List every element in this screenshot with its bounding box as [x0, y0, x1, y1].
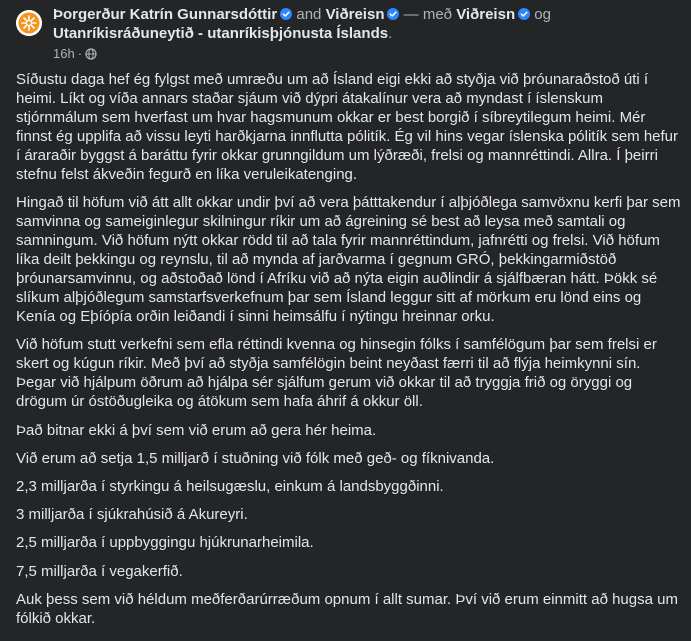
header-period: . [388, 25, 393, 42]
connector-and: and [296, 6, 322, 23]
post-paragraph: Hingað til höfum við átt allt okkar undir því að vera þátttakendur í alþjóðlega samvöxnu kerfi þar sem samvinna og sameiginlegur skilningur ríkir um að ágreining sé best að leysa með samtali og samningum. Við höfum nýtt okkar rödd til að tala fyrir mannréttindum, jafnrétti og frelsi. Við höfum líka deilt þekkingu og reynslu, til að mynda af jarðvarma í gegnum GRÓ, þekkingarmiðstöð þróunarsamvinnu, og aðstoðað lönd í Afríku við að nýta eigin auðlindir á sjálfbæran hátt. Þökk sé slíkum alþjóðlegum samstarfsverkefnum þar sem Ísland leggur sitt af mörkum eru lönd eins og Kenía og Eþíópía orðin leiðandi í sinni heimsálfu í nýtingu hreinnar orku. [16, 194, 681, 326]
verified-badge-icon [387, 8, 399, 20]
post-paragraph: Við erum að setja 1,5 milljarð í stuðning við fólk með geð- og fíknivanda. [16, 449, 495, 467]
post-paragraph: 2,5 milljarða í uppbyggingu hjúkrunarheimila. [16, 534, 314, 552]
post-body [16, 70, 684, 637]
tagged-party[interactable]: Viðreisn [456, 6, 516, 23]
tagged-ministry[interactable]: Utanríkisráðuneytið - utanríkisþjónusta Íslands [53, 25, 389, 42]
meta-separator: · [77, 46, 83, 61]
verified-badge-icon [518, 8, 530, 20]
connector-with: — með [403, 6, 453, 23]
avatar-logo-icon [16, 10, 42, 36]
post-paragraph: 3 milljarða í sjúkrahúsið á Akureyri. [16, 506, 248, 524]
author-name[interactable]: Þorgerður Katrín Gunnarsdóttir [53, 6, 278, 23]
post-meta [53, 46, 97, 64]
globe-icon[interactable] [85, 48, 97, 64]
connector-og: og [534, 6, 551, 23]
post-paragraph: Auk þess sem við héldum meðferðarúrræðum opnum í allt sumar. Því við erum einmitt að hugsa um fólkið okkar. [16, 590, 678, 627]
coauthor-name[interactable]: Viðreisn [325, 6, 385, 23]
post-paragraph: Síðustu daga hef ég fylgst með umræðu um að Ísland eigi ekki að styðja við þróunaraðstoð úti í heimi. Líkt og víða annars staðar sjáum við dýpri átakalínur vera að myndast í íslenskum stjórnmálum sem hverfast um hvar hagsmunum okkar er best borgið í síbreytilegum heimi. Mér finnst ég upplifa að vissu leyti harðkjarna innflutta pólitík. Ég vil hins vegar íslenska pólitík sem hefur í áraraðir byggst á baráttu fyrir okkar grunngildum um lýðræði, frelsi og mannréttindi. Allra. Í þeirri stefnu felst ákveðin fegurð en líka veruleikatenging. [16, 71, 679, 183]
post-header [53, 5, 683, 43]
post-paragraph: 2,3 milljarða í styrkingu á heilsugæslu, einkum á landsbyggðinni. [16, 477, 444, 495]
avatar[interactable] [16, 10, 42, 36]
post-paragraph: 7,5 milljarða í vegakerfið. [16, 562, 183, 580]
post-timestamp[interactable]: 16h [53, 46, 75, 61]
verified-badge-icon [280, 8, 292, 20]
post-paragraph: Það bitnar ekki á því sem við erum að gera hér heima. [16, 421, 377, 439]
post-paragraph: Við höfum stutt verkefni sem efla réttindi kvenna og hinsegin fólks í samfélögum þar sem frelsi er skert og kúgun ríkir. Með því að styðja samfélögin beint neyðast færri til að flýja heimkynni sín. Þegar við hjálpum öðrum að hjálpa sér sjálfum gerum við okkar til að tryggja frið og öryggi og drögum úr óstöðugleika og átökum sem hafa áhrif á okkur öll. [16, 336, 657, 411]
